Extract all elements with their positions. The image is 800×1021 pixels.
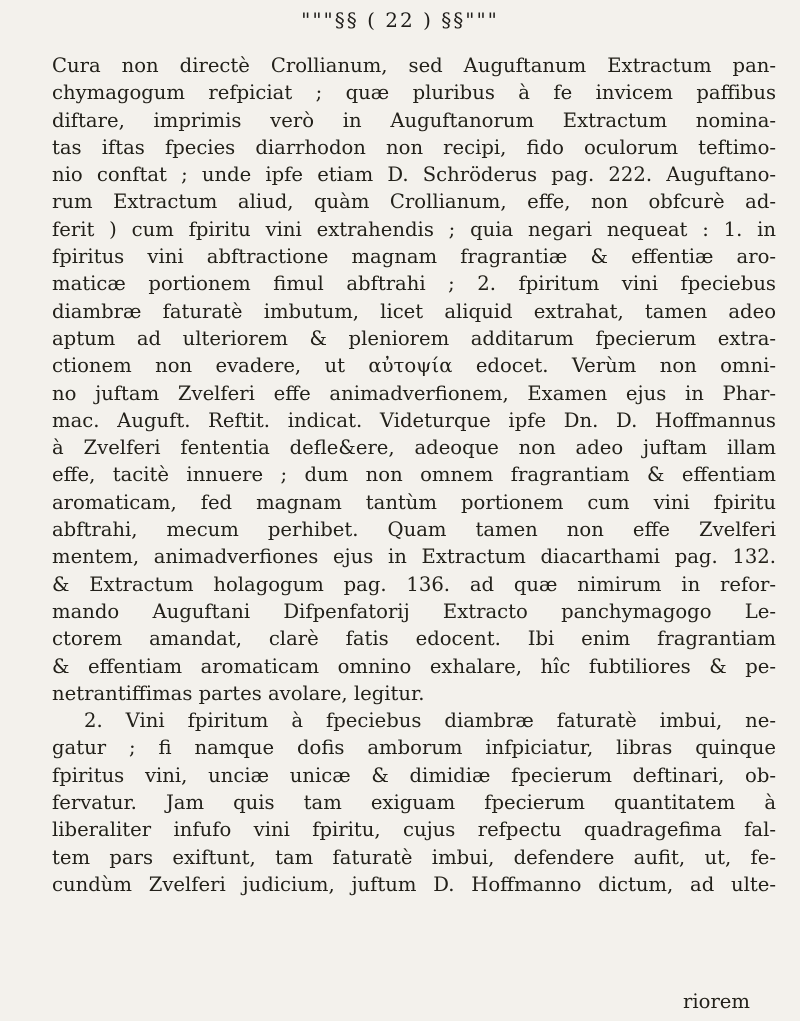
text-line: aptum ad ulteriorem & pleniorem additarum fpecierum extra- — [52, 326, 776, 350]
running-head: """§§ ( 22 ) §§""" — [301, 8, 499, 32]
text-line: nio conftat ; unde ipfe etiam D. Schröderus pag. 222. Auguftano- — [52, 163, 776, 187]
body-text — [52, 52, 776, 898]
text-line: mentem, animadverfiones ejus in Extractum diacarthami pag. 132. — [52, 545, 776, 569]
text-line: no juftam Zvelferi effe animadverfionem, Examen ejus in Phar- — [52, 381, 776, 405]
text-line: fpiritus vini, unciæ unicæ & dimidiæ fpecierum deftinari, ob- — [52, 763, 776, 787]
text-line: & Extractum holagogum pag. 136. ad quæ nimirum in refor- — [52, 572, 776, 596]
catchword: riorem — [683, 990, 750, 1013]
text-line: tem pars exiftunt, tam faturatè imbui, defendere aufit, ut, fe- — [52, 845, 776, 869]
text-line: mando Auguftani Difpenfatorij Extracto panchymagogo Le- — [52, 599, 776, 623]
text-line: ctorem amandat, clarè fatis edocent. Ibi enim fragrantiam — [52, 627, 776, 651]
text-line: fervatur. Jam quis tam exiguam fpecierum quantitatem à — [52, 791, 776, 815]
text-line: effe, tacitè innuere ; dum non omnem fragrantiam & effentiam — [52, 463, 776, 487]
text-line: Cura non directè Crollianum, sed Auguftanum Extractum pan- — [52, 54, 776, 77]
text-line: mac. Auguft. Reftit. indicat. Videturque ipfe Dn. D. Hoffmannus — [52, 408, 776, 432]
text-line: maticæ portionem fimul abftrahi ; 2. fpiritum vini fpeciebus — [52, 272, 776, 296]
text-line: gatur ; fi namque dofis amborum infpiciatur, libras quinque — [52, 736, 776, 760]
text-line: ctionem non evadere, ut αὐτοψία edocet. Verùm non omni- — [52, 354, 776, 378]
text-line: liberaliter infufo vini fpiritu, cujus refpectu quadragefima fal- — [52, 818, 776, 842]
text-line: aromaticam, fed magnam tantùm portionem cum vini fpiritu — [52, 490, 776, 514]
text-line: diftare, imprimis verò in Auguftanorum Extractum nomina- — [52, 108, 776, 132]
text-line: diambræ faturatè imbutum, licet aliquid extrahat, tamen adeo — [52, 299, 776, 323]
text-line: à Zvelferi fententia defle&ere, adeoque non adeo juftam illam — [52, 436, 776, 460]
text-line: ferit ) cum fpiritu vini extrahendis ; quia negari nequeat : 1. in — [52, 217, 776, 241]
text-line: chymagogum refpiciat ; quæ pluribus à fe invicem paffibus — [52, 81, 776, 105]
text-line: 2. Vini fpiritum à fpeciebus diambræ faturatè imbui, ne- — [84, 709, 776, 733]
text-line: cundùm Zvelferi judicium, juftum D. Hoffmanno dictum, ad ulte- — [52, 872, 776, 896]
text-line: rum Extractum aliud, quàm Crollianum, effe, non obfcurè ad- — [52, 190, 776, 214]
text-line: fpiritus vini abftractione magnam fragrantiæ & effentiæ aro- — [52, 245, 776, 269]
text-line: abftrahi, mecum perhibet. Quam tamen non effe Zvelferi — [52, 518, 776, 542]
text-line: & effentiam aromaticam omnino exhalare, hîc fubtiliores & pe- — [52, 654, 776, 678]
text-line: tas iftas fpecies diarrhodon non recipi, fido oculorum teftimo- — [52, 135, 776, 159]
text-line: netrantiffimas partes avolare, legitur. — [52, 681, 425, 705]
